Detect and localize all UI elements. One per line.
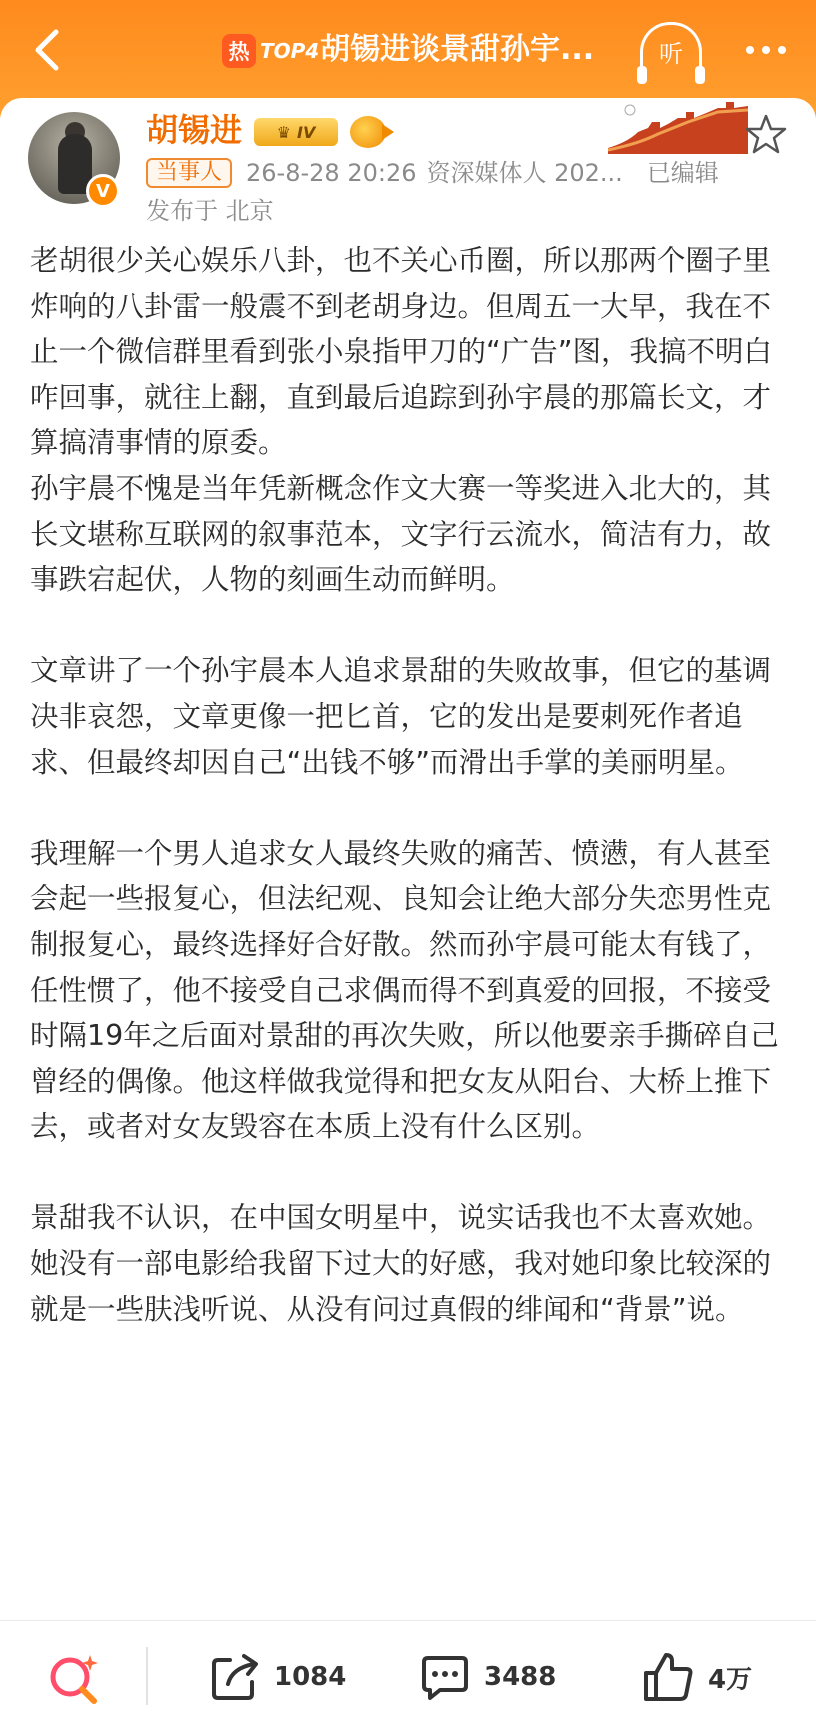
paragraph-gap: [30, 1150, 790, 1196]
search-icon[interactable]: [44, 1649, 104, 1709]
share-count: 1084: [274, 1662, 347, 1692]
thumbs-up-icon: [640, 1649, 696, 1705]
hot-icon: 热: [222, 34, 256, 68]
verified-v-icon: V: [86, 174, 120, 208]
level-label: IV: [297, 122, 316, 142]
paragraph: 孙宇晨不愧是当年凭新概念作文大赛一等奖进入北大的，其长文堪称互联网的叙事范本，文字行云流水，简洁有力，故事跌宕起伏，人物的刻画生动而鲜明。: [30, 471, 772, 597]
listen-label: 听: [659, 40, 683, 68]
crown-icon: ♛: [276, 122, 291, 142]
party-tag: 当事人: [146, 158, 232, 188]
listen-headphones-button[interactable]: [640, 22, 702, 78]
hot-rank-badge[interactable]: [222, 33, 319, 69]
more-options-icon[interactable]: [738, 30, 794, 70]
post-location: 发布于 北京: [146, 197, 274, 225]
comment-count: 3488: [484, 1662, 557, 1692]
like-count: 4万: [708, 1664, 753, 1695]
back-arrow-icon[interactable]: [24, 22, 80, 78]
paragraph: 老胡很少关心娱乐八卦，也不关心币圈，所以那两个圈子里炸响的八卦雷一般震不到老胡身边。但周五一大早，我在不止一个微信群里看到张小泉指甲刀的“广告”图，我搞不明白咋回事，就往上翻，直到最后追踪到孙宇晨的那篇长文，才算搞清事情的原委。: [30, 244, 773, 460]
paragraph: 文章讲了一个孙宇晨本人追求景甜的失败故事，但它的基调决非哀怨，文章更像一把匕首，它的发出是要刺死作者追求、但最终却因自己“出钱不够”而滑出手掌的美丽明星。: [30, 654, 772, 779]
username[interactable]: 胡锡进: [146, 111, 243, 149]
share-icon: [208, 1650, 262, 1704]
post-card: [0, 98, 816, 1620]
paragraph: 景甜我不认识，在中国女明星中，说实话我也不太喜欢她。她没有一部电影给我留下过大的好感，我对她印象比较深的就是一些肤浅听说、从没有问过真假的绯闻和“背景”说。: [30, 1201, 772, 1326]
paragraph: 我理解一个男人追求女人最终失败的痛苦、愤懑，有人甚至会起一些报复心，但法纪观、良知会让绝大部分失恋男性克制报复心，最终选择好合好散。然而孙宇晨可能太有钱了，任性惯了，他不接受自己求偶而得不到真爱的回报，不接受时隔19年之后面对景甜的再次失败，所以他要亲手撕碎自己曾经的偶像。他这样做我觉得和把女友从阳台、大桥上推下去，或者对女友毁容在本质上没有什么区别。: [30, 836, 779, 1144]
divider: [146, 1647, 148, 1705]
share-button[interactable]: [208, 1647, 346, 1707]
topic-title[interactable]: 胡锡进谈景甜孙宇...: [320, 32, 595, 67]
post-meta: [146, 156, 719, 190]
post-body: [30, 238, 790, 1332]
hot-rank-label: TOP4: [260, 39, 320, 63]
bottom-action-bar: [0, 1620, 816, 1733]
author-description: 资深媒体人 202...: [426, 159, 623, 187]
paragraph-gap: [30, 785, 790, 831]
vip-level-badge[interactable]: [254, 118, 338, 146]
edited-label[interactable]: 已编辑: [646, 159, 719, 187]
comment-button[interactable]: [418, 1647, 556, 1707]
great-wall-decoration: [608, 98, 748, 154]
favorite-star-icon[interactable]: [744, 112, 788, 156]
like-button[interactable]: [640, 1647, 752, 1707]
post-timestamp: 26-8-28 20:26: [246, 159, 417, 187]
comment-icon: [418, 1650, 472, 1704]
paragraph-gap: [30, 603, 790, 649]
fish-icon: [350, 116, 386, 148]
